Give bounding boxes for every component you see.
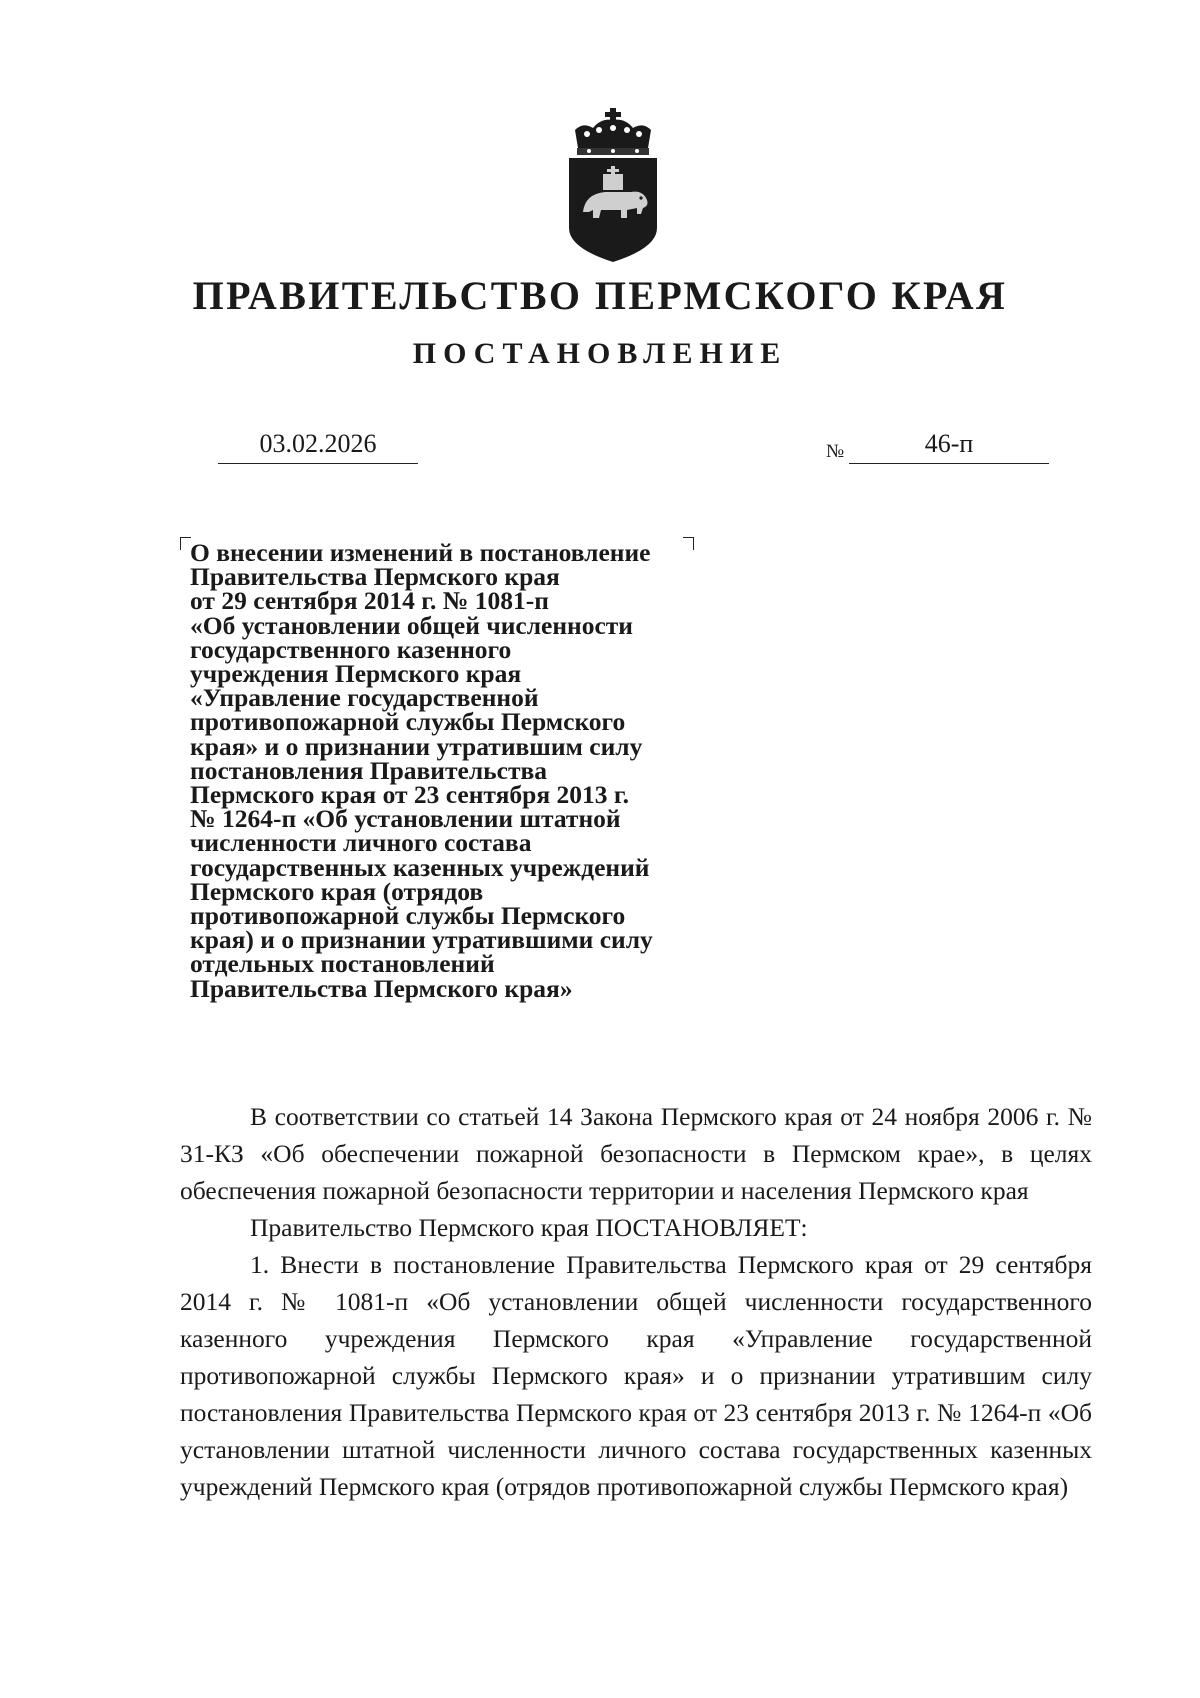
subject-line: от 29 сентября 2014 г. № 1081-п <box>190 586 549 616</box>
document-number: 46-п <box>849 427 1049 464</box>
subject-line: «Об установлении общей численности <box>190 610 634 640</box>
subject-line: численности личного состава <box>190 828 532 858</box>
number-sign: № <box>826 441 845 462</box>
subject-line: противопожарной службы Пермского <box>190 707 626 737</box>
coat-of-arms-emblem <box>565 108 661 262</box>
subject-line: Пермского края (отрядов <box>190 876 484 906</box>
subject-line: государственного казенного <box>190 634 512 664</box>
subject-line: противопожарной службы Пермского <box>190 901 626 931</box>
item-1-paragraph: 1. Внести в постановление Правительства Пермского края от 29 сентября 2014 г. № 1081-п «Об установлении общей численности государственного казенного учреждения Пермского края «Управление государственной противопожарной службы Пермского края» и о признании утратившим силу постановления Правительства Пермского края от 23 сентября 2013 г. № 1264-п «Об установлении штатной численности личного состава государственных казенных учреждений Пермского края (отрядов противопожарной службы Пермского края) <box>180 1250 1092 1501</box>
subject-line: Правительства Пермского края» <box>190 973 573 1003</box>
subject-line: края» и о признании утратившим силу <box>190 731 643 761</box>
subject-line: учреждения Пермского края <box>190 659 522 689</box>
government-title: ПРАВИТЕЛЬСТВО ПЕРМСКОГО КРАЯ <box>192 273 1008 318</box>
document-type: ПОСТАНОВЛЕНИЕ <box>412 337 788 370</box>
document-body <box>180 1098 1092 1505</box>
document-date: 03.02.2026 <box>218 427 418 464</box>
subject-line: государственных казенных учреждений <box>190 852 650 882</box>
subject-line: «Управление государственной <box>190 683 539 713</box>
document-subject <box>190 538 700 1003</box>
subject-line: отдельных постановлений <box>190 949 495 979</box>
subject-line: Правительства Пермского края <box>190 562 560 592</box>
subject-line: № 1264-п «Об установлении штатной <box>190 804 621 834</box>
preamble-paragraph: В соответствии со статьей 14 Закона Пермского края от 24 ноября 2006 г. № 31-КЗ «Об обеспечении пожарной безопасности в Пермском крае», в целях обеспечения пожарной безопасности территории и населения Пермского края <box>180 1102 1092 1205</box>
subject-line: постановления Правительства <box>190 755 547 785</box>
subject-line: О внесении изменений в постановление <box>190 538 651 567</box>
subject-line: края) и о признании утратившими силу <box>190 925 653 955</box>
resolves-paragraph: Правительство Пермского края ПОСТАНОВЛЯЕТ: <box>250 1213 808 1242</box>
subject-line: Пермского края от 23 сентября 2013 г. <box>190 780 629 810</box>
